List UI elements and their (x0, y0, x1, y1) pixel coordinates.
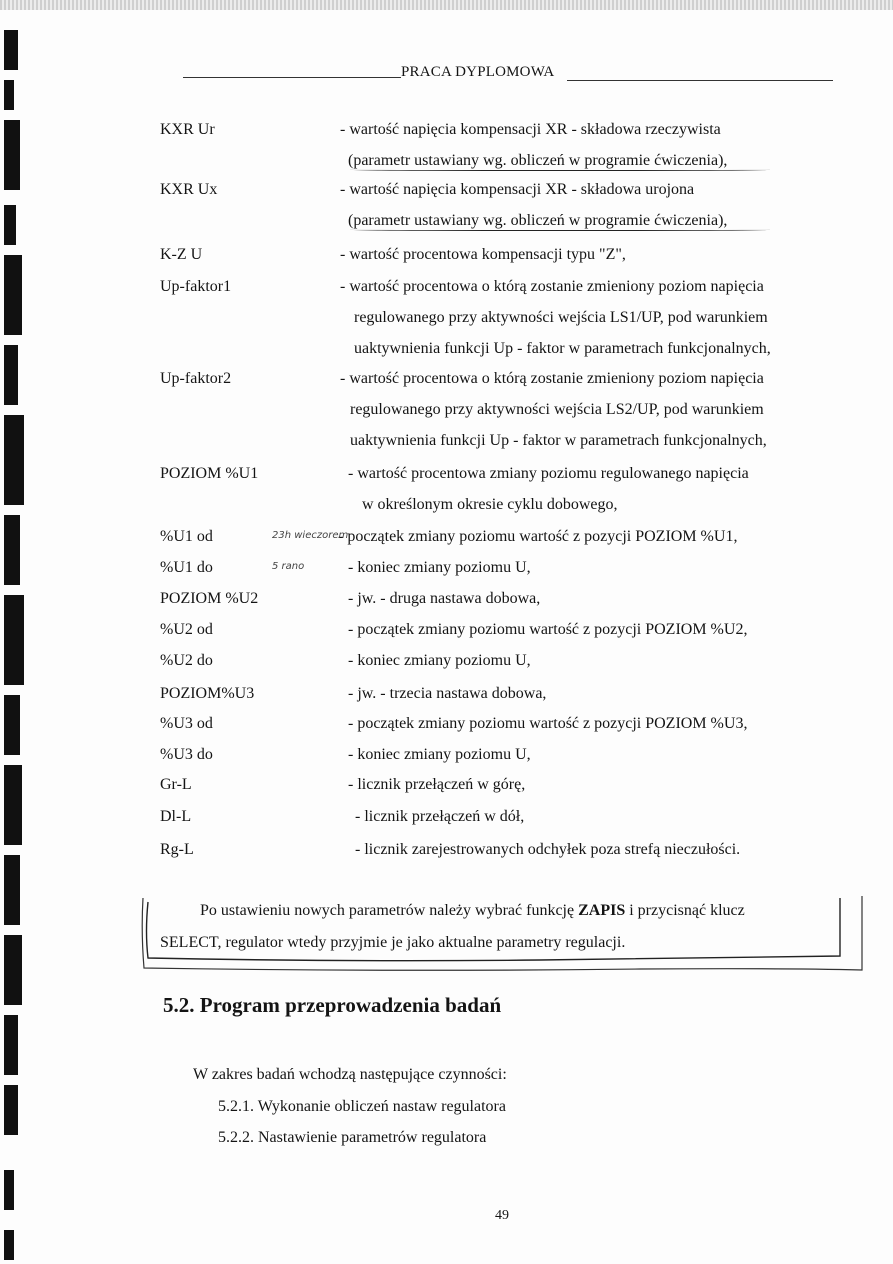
definition-text: - początek zmiany poziomu wartość z pozycji POZIOM %U1, (338, 528, 738, 545)
note-text: Po ustawieniu nowych parametrów należy wybrać funkcję (200, 902, 579, 919)
section-intro: W zakres badań wchodzą następujące czynności: (193, 1066, 507, 1083)
definition-text: - wartość procentowa zmiany poziomu regulowanego napięcia (348, 465, 749, 482)
definition-text: regulowanego przy aktywności wejścia LS2/UP, pod warunkiem (350, 401, 764, 418)
note-text: , regulator wtedy przyjmie je jako aktualne parametry regulacji. (217, 934, 626, 951)
definition-text: (parametr ustawiany wg. obliczeń w programie ćwiczenia), (348, 152, 728, 169)
header-rule-right (567, 80, 833, 81)
definition-term: %U3 do (160, 746, 213, 763)
definition-text: - koniec zmiany poziomu U, (348, 652, 531, 669)
definition-text: - wartość procentowa o którą zostanie zmieniony poziom napięcia (340, 370, 764, 387)
definition-term: Gr-L (160, 776, 192, 793)
definition-text: - wartość procentowa o którą zostanie zmieniony poziom napięcia (340, 278, 764, 295)
definition-text: w określonym okresie cyklu dobowego, (362, 496, 618, 513)
definition-term: POZIOM%U3 (160, 685, 255, 702)
running-header (183, 64, 833, 88)
note-keyword-zapis: ZAPIS (578, 902, 626, 919)
note-line-2 (160, 934, 625, 952)
definition-term: %U2 do (160, 652, 213, 669)
definition-term: Dl-L (160, 808, 192, 825)
definition-term: POZIOM %U2 (160, 590, 259, 607)
binding-margin-marks (0, 20, 46, 1264)
page-number: 49 (495, 1208, 509, 1223)
definition-text: (parametr ustawiany wg. obliczeń w programie ćwiczenia), (348, 212, 728, 229)
header-rule-left (183, 77, 401, 78)
definition-term: K-Z U (160, 246, 203, 263)
definition-text: - licznik przełączeń w dół, (355, 808, 525, 825)
definition-text: - jw. - druga nastawa dobowa, (348, 590, 541, 607)
definition-term: %U1 od (160, 528, 213, 545)
list-item: 5.2.1. Wykonanie obliczeń nastaw regulatora (218, 1098, 506, 1115)
header-title: PRACA DYPLOMOWA (401, 64, 555, 80)
list-item: 5.2.2. Nastawienie parametrów regulatora (218, 1129, 487, 1146)
definition-text: - wartość procentowa kompensacji typu "Z", (340, 246, 626, 263)
definition-term: Up-faktor1 (160, 278, 232, 295)
handwritten-underline (350, 168, 770, 171)
definition-term: Rg-L (160, 841, 194, 858)
section-heading: 5.2. Program przeprowadzenia badań (163, 993, 502, 1017)
note-keyword-select: SELECT (160, 934, 218, 951)
definition-term: POZIOM %U1 (160, 465, 259, 482)
handwritten-note: 5 rano (272, 561, 305, 572)
definition-text: - wartość napięcia kompensacji XR - składowa rzeczywista (340, 121, 721, 138)
handwritten-underline (350, 228, 770, 231)
handwritten-note: 23h wieczorem (272, 530, 349, 541)
definition-text: - początek zmiany poziomu wartość z pozycji POZIOM %U2, (348, 621, 748, 638)
definition-term: %U3 od (160, 715, 213, 732)
definition-term: KXR Ur (160, 121, 215, 138)
definition-text: - jw. - trzecia nastawa dobowa, (348, 685, 547, 702)
note-line-1 (200, 902, 745, 920)
definition-text: regulowanego przy aktywności wejścia LS1/UP, pod warunkiem (354, 309, 768, 326)
definition-text: uaktywnienia funkcji Up - faktor w parametrach funkcjonalnych, (354, 340, 771, 357)
definition-term: %U1 do (160, 559, 213, 576)
definition-text: - licznik zarejestrowanych odchyłek poza strefą nieczułości. (355, 841, 741, 858)
definition-text: - początek zmiany poziomu wartość z pozycji POZIOM %U3, (348, 715, 748, 732)
definition-term: Up-faktor2 (160, 370, 232, 387)
definition-text: - wartość napięcia kompensacji XR - składowa urojona (340, 181, 695, 198)
definition-text: uaktywnienia funkcji Up - faktor w parametrach funkcjonalnych, (350, 432, 767, 449)
definition-text: - licznik przełączeń w górę, (348, 776, 526, 793)
definition-term: KXR Ux (160, 181, 218, 198)
definition-text: - koniec zmiany poziomu U, (348, 746, 531, 763)
scan-top-edge (0, 0, 893, 10)
note-text: i przycisnąć klucz (625, 902, 745, 919)
definition-text: - koniec zmiany poziomu U, (348, 559, 531, 576)
definition-term: %U2 od (160, 621, 213, 638)
